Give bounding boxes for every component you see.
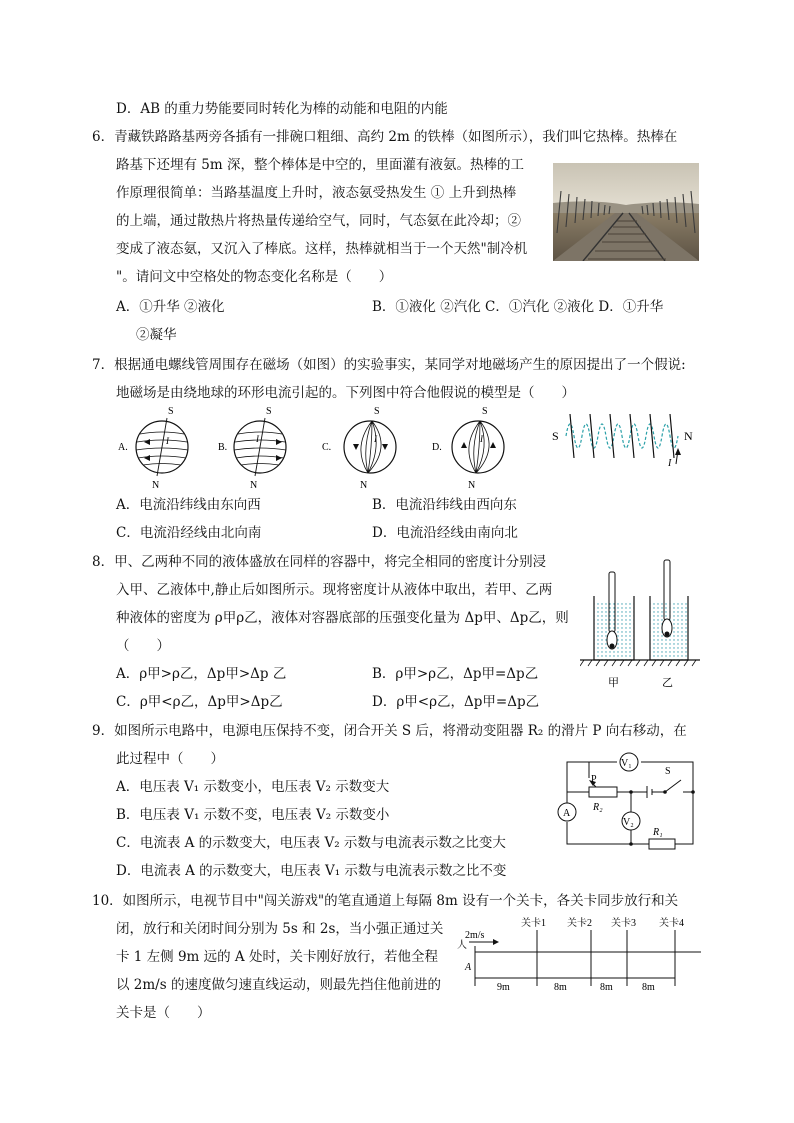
q6-option-a: A．①升华 ②液化 [116,299,225,315]
q10-line-3: 卡 1 左侧 9m 远的 A 处时，关卡刚好放行，若他全程 [116,949,438,965]
dist-8m-1: 8m [554,982,567,992]
q6-line-1: 6．青藏铁路路基两旁各插有一排碗口粗细、高约 2m 的铁棒（如图所示），我们叫它热棒。热棒在 [92,129,678,145]
gate-2-label: 关卡2 [567,918,592,929]
earth-model-b [234,418,286,476]
fig-c-i: I [374,434,377,444]
dist-8m-2: 8m [600,982,613,992]
q8-option-c: C．ρ甲<ρ乙，Δp甲>Δp乙 [116,694,283,710]
q6-line-6: "。请问文中空格处的物态变化名称是（ ） [116,269,393,285]
label-yi: 乙 [662,677,673,689]
fig-b-s: S [266,406,272,417]
gate-1-label: 关卡1 [521,918,546,929]
fig-c-n: N [360,480,368,491]
dist-8m-3: 8m [642,982,655,992]
fig-label-a: A. [118,442,128,453]
fig-label-b: B. [218,442,228,453]
fig-d-n: N [468,480,476,491]
speed-label: 2m/s [465,930,485,941]
fig-d-s: S [482,406,488,417]
q9-option-c: C．电流表 A 的示数变大，电压表 V₂ 示数与电流表示数之比变大 [116,835,506,851]
q10-line-1: 10．如图所示，电视节目中"闯关游戏"的笔直通道上每隔 8m 设有一个关卡，各关卡同步放行和关 [92,893,679,909]
q8-option-a: A．ρ甲>ρ乙，Δp甲>Δp 乙 [116,666,287,682]
fig-a-n: N [152,480,160,491]
earth-model-d [452,421,504,473]
earth-model-a [136,418,188,476]
q6-line-3: 作原理很简单：当路基温度上升时，液态氨受热发生 ① 上升到热棒 [116,185,517,201]
q8-option-b: B．ρ甲>ρ乙，Δp甲=Δp乙 [372,666,539,682]
solenoid-figure [552,406,702,468]
q9-option-d: D．电流表 A 的示数变大，电压表 V₁ 示数与电流表示数之比不变 [116,863,507,879]
ammeter-label: A [563,808,571,819]
q6-line-4: 的上端，通过散热片将热量传递给空气，同时，气态氨在此冷却；② [116,213,521,229]
fig-a-i: I [166,436,169,446]
circuit-diagram [553,744,699,856]
q7-option-b: B．电流沿纬线由西向东 [372,497,517,513]
solenoid-s: S [552,429,559,443]
q6-option-bcd: B．①液化 ②汽化 C．①汽化 ②液化 D．①升华 [372,299,664,315]
p-label: P [591,774,597,785]
q6-line-5: 变成了液态氨，又沉入了棒底。这样，热棒就相当于一个天然"制冷机 [116,241,528,257]
q8-option-d: D．ρ甲<ρ乙，Δp甲=Δp乙 [372,694,540,710]
railway-heat-rod-photo [553,163,699,261]
q7-option-c: C．电流沿经线由北向南 [116,525,262,541]
person-label: 人 [457,940,467,951]
q9-option-b: B．电压表 V₁ 示数不变，电压表 V₂ 示数变小 [116,807,390,823]
dist-9m: 9m [497,982,510,992]
r1-label: R₁ [653,827,663,838]
q8-line-2: 入甲、乙液体中,静止后如图所示。现将密度计从液体中取出，若甲、乙两 [116,582,553,598]
v2-label: V₂ [623,817,634,828]
s-label: S [665,766,671,777]
q8-line-4: （ ） [116,638,170,654]
q10-line-5: 关卡是（ ） [116,1005,211,1021]
gate-3-label: 关卡3 [611,918,636,929]
earth-model-c [344,421,396,473]
solenoid-n: N [684,429,693,443]
earth-model-figures [110,402,550,492]
v1-label: V₁ [621,758,632,769]
gate-4-label: 关卡4 [659,918,684,929]
r2-label: R₂ [593,802,603,813]
fig-label-c: C. [322,442,332,453]
q7-option-d: D．电流沿经线由南向北 [372,525,518,541]
q5-option-d: D．AB 的重力势能要同时转化为棒的动能和电阻的内能 [116,101,448,117]
q7-line-1: 7．根据通电螺线管周围存在磁场（如图）的实验事实，某同学对地磁场产生的原因提出了一个假说: [92,357,686,373]
q10-line-4: 以 2m/s 的速度做匀速直线运动，则最先挡住他前进的 [116,977,441,993]
q7-line-2: 地磁场是由绕地球的环形电流引起的。下列图中符合他假说的模型是（ ） [116,385,575,401]
q6-line-2: 路基下还埋有 5m 深，整个棒体是中空的，里面灌有液氨。热棒的工 [116,157,524,173]
q8-line-1: 8．甲、乙两种不同的液体盛放在同样的容器中，将完全相同的密度计分别浸 [92,554,547,570]
fig-a-s: S [168,406,174,417]
fig-d-i: I [480,434,483,444]
gate-path-diagram [455,916,703,992]
fig-label-d: D. [432,442,442,453]
density-meter-figure [580,558,700,694]
q10-line-2: 闭，放行和关闭时间分别为 5s 和 2s，当小强正通过关 [116,921,444,937]
q9-line-2: 此过程中（ ） [116,751,224,767]
solenoid-i: I [668,458,672,468]
q8-line-3: 种液体的密度为 ρ甲ρ乙，液体对容器底部的压强变化量为 Δp甲、Δp乙，则 [116,610,569,626]
fig-c-s: S [374,406,380,417]
point-a-label: A [465,962,472,973]
q6-option-d-cont: ②凝华 [136,327,177,343]
fig-b-n: N [250,480,258,491]
q7-option-a: A．电流沿纬线由东向西 [116,497,261,513]
label-jia: 甲 [608,677,619,689]
fig-b-i: I [256,434,259,444]
q9-line-1: 9．如图所示电路中，电源电压保持不变，闭合开关 S 后，将滑动变阻器 R₂ 的滑片 P 向右移动，在 [92,723,687,739]
q9-option-a: A．电压表 V₁ 示数变小，电压表 V₂ 示数变大 [116,779,390,795]
